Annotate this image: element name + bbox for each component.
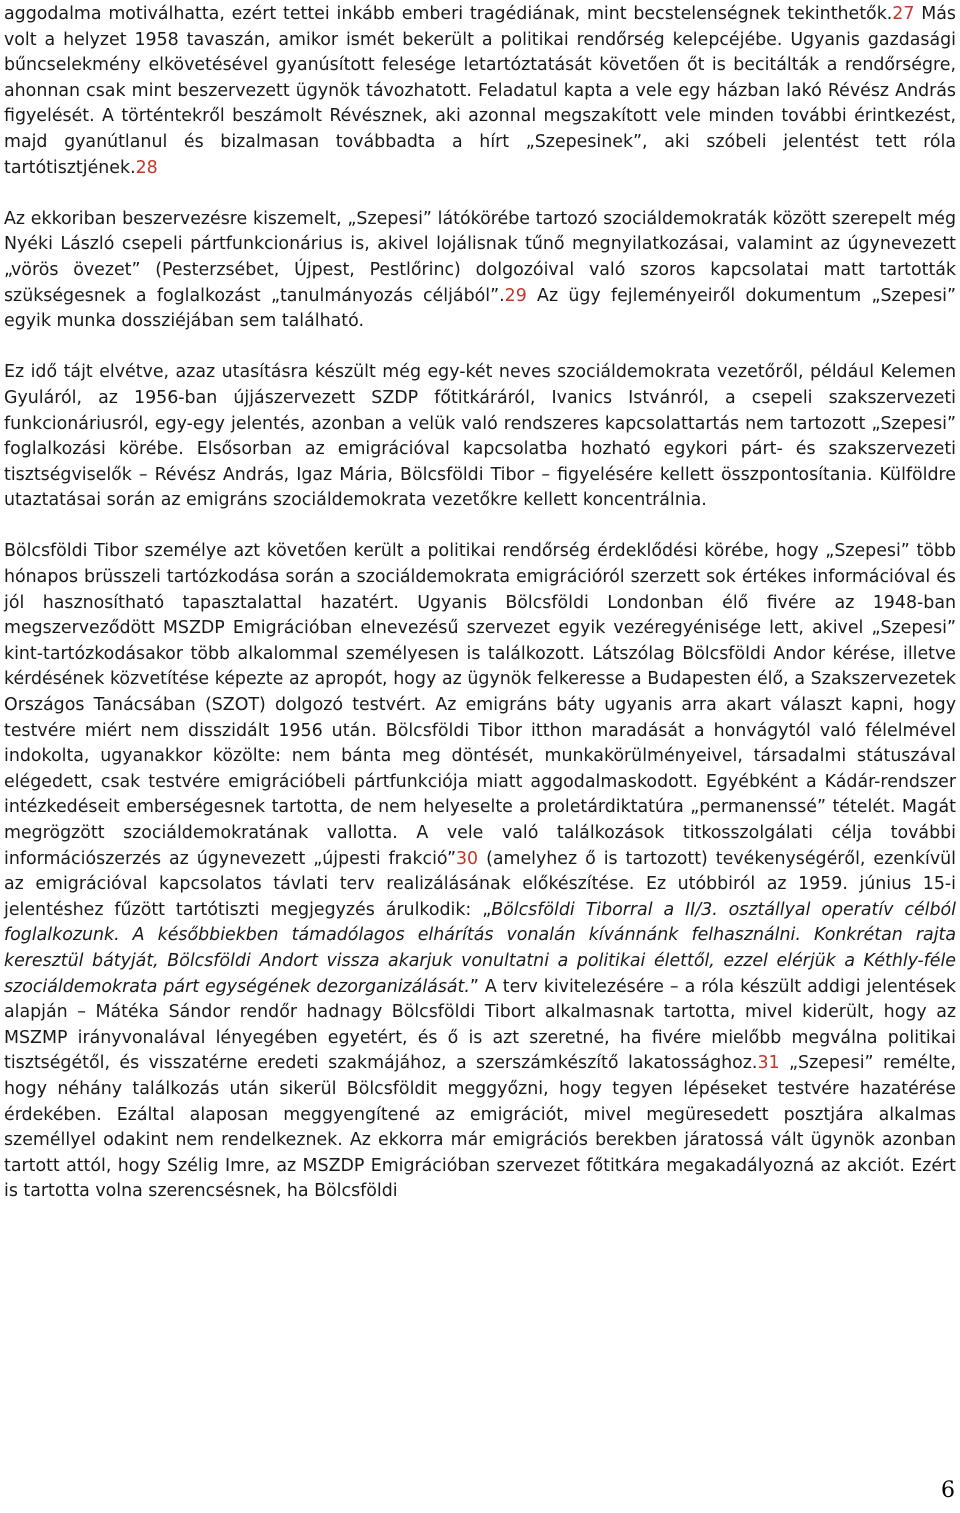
text-run: „Szepesi” remélte, hogy néhány találkozás után sikerül Bölcsföldit meggyőzni, hogy tegyen lépéseket testvére hazatérése érdekében. Ezáltal alaposan meggyengítené az emigrációt, mivel megüresedett posztjára alkalmas személlyel odakint nem rendelkeznek. Az ekkorra már emigrációs berekben járatossá vált ügynök azonban tartott attól, hogy Szélig Imre, az MSZDP Emigrációban szervezet főtitkára megakadályozná az akciót. Ezért is tartotta volna szerencsésnek, ha Bölcsföldi <box>4 1053 956 1202</box>
text-run: aggodalma motiválhatta, ezért tettei inkább emberi tragédiának, mint becstelenségnek tekinthetők. <box>4 4 893 24</box>
text-run: Az ekkoriban beszervezésre kiszemelt, „Szepesi” látókörébe tartozó szociáldemokraták között szerepelt még Nyéki László csepeli pártfunkcionárius is, akivel lojálisnak tűnő megnyilatkozásai, valamint az úgynevezett „vörös övezet” (Pesterzsébet, Újpest, Pestlőrinc) dolgozóival való szoros kapcsolatai matt tartották szükségesnek a foglalkozást „tanulmányozás céljából”. <box>4 208 956 306</box>
footnote-reference: 29 <box>504 285 527 306</box>
page-number: 6 <box>941 1478 955 1503</box>
paragraph-1 <box>4 2 956 181</box>
paragraph-4 <box>4 539 956 1204</box>
italic-quotation: Bölcsföldi Tiborral a II/3. osztállyal operatív célból foglalkozunk. A későbbiekben támadólagos elhárítás vonalán kívánnánk felhasználni. Konkrétan rajta keresztül bátyját, Bölcsföldi Andort vissza akarjuk vonultatni a politikai élettől, ezzel elérjük a Kéthly-féle szociáldemokrata párt egységének dezorganizálását. <box>4 899 956 997</box>
text-run: Bölcsföldi Tibor személye azt követően került a politikai rendőrség érdeklődési körébe, hogy „Szepesi” több hónapos brüsszeli tartózkodása során a szociáldemokrata emigrációról szerzett sok értékes információval és jól hasznosítható tapasztalattal hazatért. Ugyanis Bölcsföldi Londonban élő fivére az 1948-ban megszerveződött MSZDP Emigrációban elnevezésű szervezet egyik vezéregyénisége lett, akivel „Szepesi” kint-tartózkodásakor több alkalommal személyesen is találkozott. Látszólag Bölcsföldi Andor kérése, illetve kérdésének közvetítése képezte az apropót, hogy az ügynök felkeresse a Budapesten élő, a Szakszervezetek Országos Tanácsában (SZOT) dolgozó testvért. Az emigráns báty ugyanis arra akart választ kapni, hogy testvére miért nem disszidált 1956 után. Bölcsföldi Tibor itthon maradását a honvágytól való félelmével indokolta, ugyanakkor közölte: nem bánta meg döntését, munkakörülményeivel, társadalmi státuszával elégedett, csak testvére emigrációbeli pártfunkciója miatt aggodalmaskodott. Egyébként a Kádár-rendszer intézkedéseit emberségesnek tartotta, de nem helyeselte a proletárdiktatúra „permanenssé” tételét. Magát megrögzött szociáldemokratának vallotta. A vele való találkozások titkosszolgálati célja további információszerzés az úgynevezett „újpesti frakció” <box>4 541 956 869</box>
text-run: Más volt a helyzet 1958 tavaszán, amikor ismét bekerült a politikai rendőrség kelepcéjébe. Ugyanis gazdasági bűncselekmény elkövetésével gyanúsított felesége letartóztatását követően őt is becitálták a rendőrségre, ahonnan csak mint beszervezett ügynök távozhatott. Feladatul kapta a vele egy házban lakó Révész András figyelését. A történtekről beszámolt Révésznek, aki azonnal megszakított vele minden további érintkezést, majd gyanútlanul és bizalmasan továbbadta a hírt „Szepesinek”, aki szóbeli jelentést tett róla tartótisztjének. <box>4 4 956 178</box>
document-body <box>4 2 956 1231</box>
footnote-reference: 30 <box>455 848 479 869</box>
text-run: (amelyhez ő is tartozott) tevékenységéről, ezenkívül az emigrációval kapcsolatos távlati terv realizálásának előkészítése. Ez utóbbiról az 1959. június 15-i jelentéshez fűzött tartótiszti megjegyzés árulkodik: „ <box>4 848 956 920</box>
footnote-reference: 27 <box>892 4 915 24</box>
text-run: Az ügy fejleményeiről dokumentum „Szepesi” egyik munka dossziéjában sem található. <box>4 285 956 332</box>
text-run: ” A terv kivitelezésére – a róla készült addigi jelentések alapján – Mátéka Sándor rendőr hadnagy Bölcsföldi Tibort alkalmasnak tartotta, mivel kiderült, hogy az MSZMP irányvonalával lényegében egyetért, és ő is azt szeretné, ha fivére mielőbb megválna politikai tisztségétől, és visszatérne eredeti szakmájához, a szerszámkészítő lakatossághoz. <box>4 976 956 1074</box>
paragraph-2 <box>4 207 956 335</box>
footnote-reference: 31 <box>757 1053 780 1074</box>
paragraph-3 <box>4 360 956 514</box>
footnote-reference: 28 <box>135 157 158 178</box>
text-run: Ez idő tájt elvétve, azaz utasításra készült még egy-két neves szociáldemokrata vezetőről, például Kelemen Gyuláról, az 1956-ban újjászervezett SZDP főtitkáráról, Ivanics Istvánról, a csepeli szakszervezeti funkcionáriusról, egy-egy jelentés, azonban a velük való rendszeres kapcsolattartás nem tartozott „Szepesi” foglalkozási körébe. Elsősorban az emigrációval kapcsolatba hozható egykori párt- és szakszervezeti tisztségviselők – Révész András, Igaz Mária, Bölcsföldi Tibor – figyelésére kellett összpontosítania. Külföldre utaztatásai során az emigráns szociáldemokrata vezetőkre kellett koncentrálnia. <box>4 362 956 511</box>
